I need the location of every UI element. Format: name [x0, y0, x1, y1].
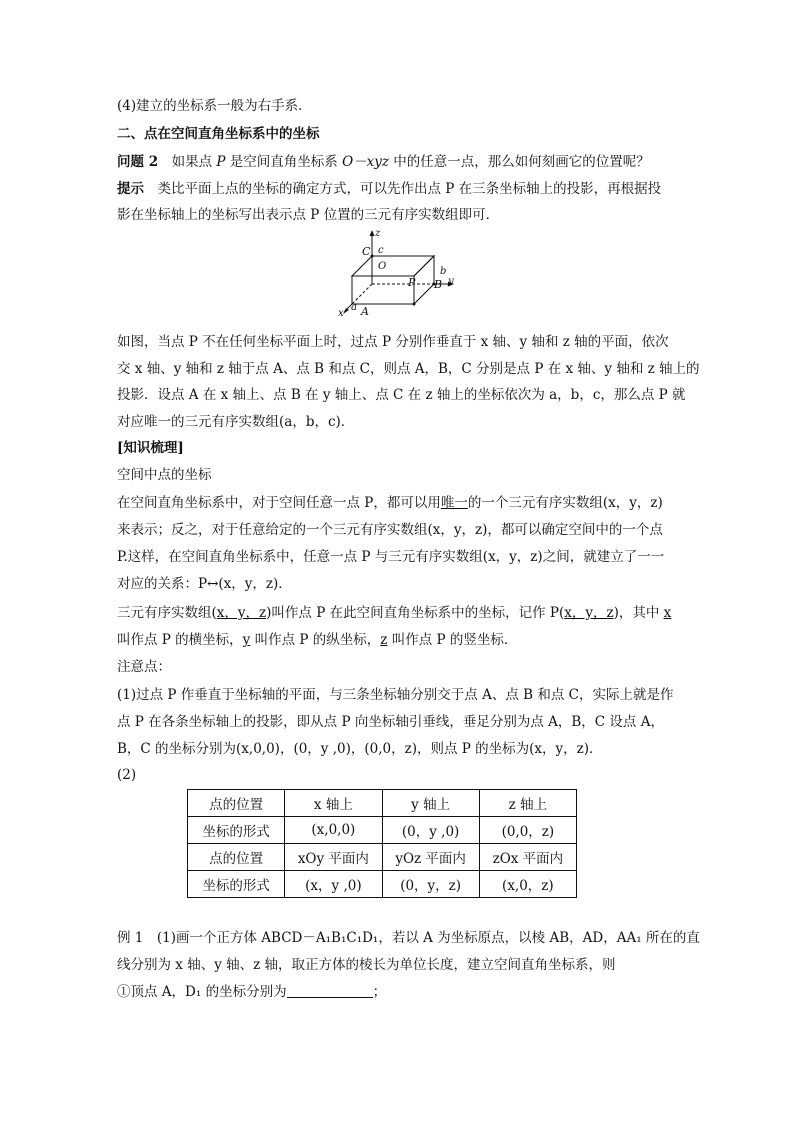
hint-line-1: [117, 179, 661, 199]
knowledge-heading: [知识梳理]: [117, 440, 184, 456]
box-front-face: [352, 276, 414, 304]
table-cell: 点的位置: [188, 844, 285, 871]
table-cell: 坐标的形式: [188, 817, 285, 844]
table-row: [188, 817, 577, 844]
point-c-dot: [371, 255, 374, 258]
question-text-a: 如果点: [158, 154, 217, 170]
table-cell: (x，y ,0): [285, 871, 382, 898]
example1-end-punct: ；: [372, 984, 387, 1000]
table-cell: yOz 平面内: [382, 844, 479, 871]
table-cell: (0，y ,0): [382, 817, 479, 844]
label-B: B: [434, 278, 443, 291]
note1-line-1: (1)过点 P 作垂直于坐标轴的平面，与三条坐标轴分别交于点 A、点 B 和点 C，实际上就是作: [117, 687, 674, 703]
label-A: A: [361, 305, 369, 318]
para1-line-2: 交 x 轴、y 轴和 z 轴于点 A、点 B 和点 C，则点 A，B，C 分别是点 P 在 x 轴、y 轴和 z 轴上的: [117, 361, 700, 377]
example1-question: ①顶点 A，D₁ 的坐标分别为: [117, 984, 287, 1000]
table-cell: xOy 平面内: [285, 844, 382, 871]
table-cell: z 轴上: [479, 790, 576, 817]
label-c-lower: c: [378, 245, 384, 256]
table-cell: (0，y，z): [382, 871, 479, 898]
example1-line-1: 例 1 (1)画一个正方体 ABCD－A₁B₁C₁D₁，若以 A 为坐标原点，以棱 AB，AD，AA₁ 所在的直: [117, 930, 700, 946]
para3-text-1: 三元有序实数组(: [117, 605, 217, 621]
question-point-p: P: [216, 154, 226, 170]
line-right-hand-system: (4)建立的坐标系一般为右手系．: [117, 98, 312, 114]
answer-blank[interactable]: [287, 983, 373, 998]
para2-line-4: 对应的关系：P↔(x，y，z)．: [117, 576, 292, 592]
point-p-dot: [413, 303, 416, 306]
question-text-c: 中的任意一点，那么如何刻画它的位置呢？: [389, 154, 650, 170]
hint-label: 提示: [117, 181, 144, 197]
example1-line-3: [117, 982, 386, 1002]
para3-line-2: [117, 630, 517, 650]
table-cell: x 轴上: [285, 790, 382, 817]
para2-text-post: 的一个三元有序实数组(x，y，z): [467, 495, 663, 511]
para3-underline-3: x: [663, 605, 672, 621]
para3b-underline-2: z: [380, 632, 388, 648]
table-cell: (x,0，z): [479, 871, 576, 898]
para3-underline-2: x，y，z: [564, 605, 614, 621]
para1-line-4: 对应唯一的三元有序实数组(a，b，c)．: [117, 414, 355, 430]
para2-underline-unique: 唯一: [440, 495, 468, 511]
para3-line-1: [117, 603, 671, 623]
label-P: P: [408, 276, 416, 289]
question-system-name: O－xyz: [342, 154, 389, 170]
para3b-text-1: 叫作点 P 的横坐标，: [117, 632, 243, 648]
note-heading: 注意点：: [117, 659, 171, 675]
coordinate-box-figure: [338, 228, 464, 320]
box-right-face: [414, 256, 434, 304]
table-row: [188, 844, 577, 871]
para2-line-2: 来表示；反之，对于任意给定的一个三元有序实数组(x，y，z)，都可以确定空间中的一个点: [117, 522, 663, 538]
note1-line-2: 点 P 在各条坐标轴上的投影，即从点 P 向坐标轴引垂线，垂足分别为点 A，B，C 设点 A，: [117, 714, 664, 730]
label-y: y: [448, 276, 454, 287]
table-row: [188, 790, 577, 817]
table-cell: (0,0，z): [479, 817, 576, 844]
label-x: x: [338, 308, 344, 319]
box-top-face: [352, 256, 434, 276]
question-2: [117, 152, 650, 172]
label-a-lower: a: [351, 302, 357, 313]
hint-text: 类比平面上点的坐标的确定方式，可以先作出点 P 在三条坐标轴上的投影，再根据投: [144, 181, 662, 197]
example1-line-2: 线分别为 x 轴、y 轴、z 轴，取正方体的棱长为单位长度，建立空间直角坐标系，则: [117, 957, 616, 973]
table-cell: 坐标的形式: [188, 871, 285, 898]
label-C: C: [362, 245, 371, 258]
para2-line-3: P.这样，在空间直角坐标系中，任意一点 P 与三元有序实数组(x，y，z)之间，就建立了一一: [117, 549, 665, 565]
question-label: 问题 2: [117, 154, 159, 170]
section-heading: 二、点在空间直角坐标系中的坐标: [117, 126, 320, 142]
label-z: z: [375, 228, 381, 239]
para3b-text-3: 叫作点 P 的竖坐标．: [387, 632, 518, 648]
question-text-b: 是空间直角坐标系: [225, 154, 343, 170]
para3-text-3: )，其中: [613, 605, 664, 621]
para3-underline-1: x，y，z: [216, 605, 267, 621]
table-row: [188, 871, 577, 898]
hidden-edge-x: [352, 284, 372, 304]
para2-line-1: [117, 493, 663, 513]
para1-line-3: 投影．设点 A 在 x 轴上、点 B 在 y 轴上、点 C 在 z 轴上的坐标依次为 a，b，c，那么点 P 就: [117, 387, 686, 403]
note1-line-3: B，C 的坐标分别为(x,0,0)，(0，y ,0)，(0,0，z)，则点 P 的坐标为(x，y，z)．: [117, 741, 603, 757]
para3-text-2: )叫作点 P 在此空间直角坐标系中的坐标，记作 P(: [266, 605, 565, 621]
label-O: O: [378, 261, 387, 272]
table-cell: zOx 平面内: [479, 844, 576, 871]
table-cell: (x,0,0): [285, 817, 382, 844]
z-axis-arrow-icon: [370, 230, 375, 236]
subheading-space-point: 空间中点的坐标: [117, 467, 212, 483]
label-b-lower: b: [440, 266, 447, 277]
hint-line-2: 影在坐标轴上的坐标写出表示点 P 位置的三元有序实数组即可．: [117, 207, 500, 223]
para2-text-pre: 在空间直角坐标系中，对于空间任意一点 P，都可以用: [117, 495, 441, 511]
coordinate-form-table: [187, 789, 577, 898]
para3b-underline-1: y: [242, 632, 251, 648]
table-cell: y 轴上: [382, 790, 479, 817]
table-cell: 点的位置: [188, 790, 285, 817]
x-axis-arrow-icon: [343, 308, 349, 314]
note2-label: (2): [117, 767, 137, 783]
para3b-text-2: 叫作点 P 的纵坐标，: [250, 632, 381, 648]
para1-line-1: 如图，当点 P 不在任何坐标平面上时，过点 P 分别作垂直于 x 轴、y 轴和 z 轴的平面，依次: [117, 334, 669, 350]
